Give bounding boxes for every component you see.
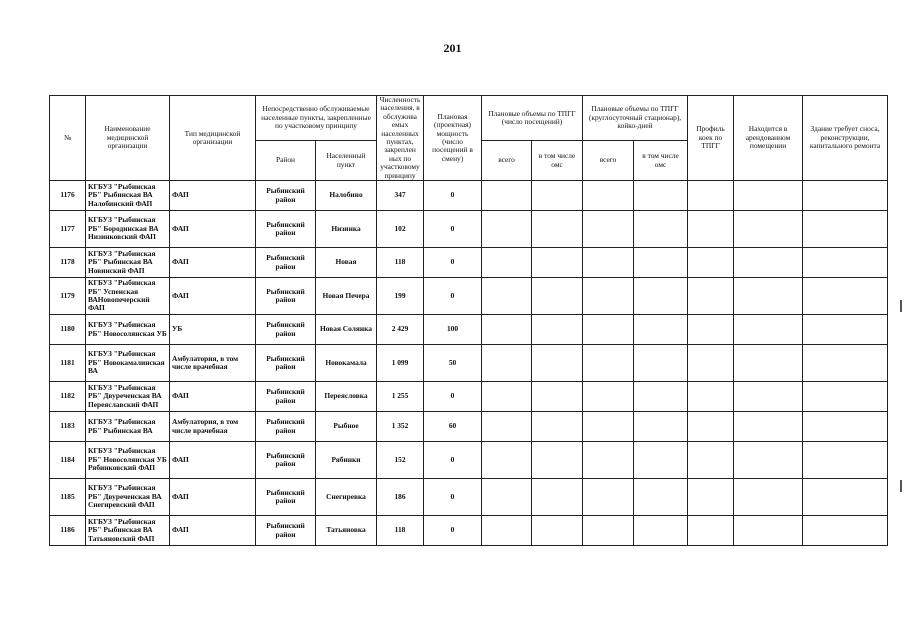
organization-type: ФАП xyxy=(170,181,256,211)
organization-type: ФАП xyxy=(170,479,256,516)
empty-cell xyxy=(688,248,734,278)
table-row xyxy=(50,181,888,211)
header-organization: Наименование медицинской организации xyxy=(86,96,170,181)
empty-cell xyxy=(583,345,634,382)
organization-name: КГБУЗ "Рыбинская РБ" Двуреченская ВА Переяславский ФАП xyxy=(86,382,170,412)
empty-cell xyxy=(532,479,583,516)
row-number: 1177 xyxy=(50,211,86,248)
capacity: 0 xyxy=(424,181,482,211)
table-row xyxy=(50,315,888,345)
header-rented: Находится в арендованном помещении xyxy=(734,96,803,181)
organization-name: КГБУЗ "Рыбинская РБ" Двуреченская ВА Снегиревский ФАП xyxy=(86,479,170,516)
empty-cell xyxy=(734,345,803,382)
empty-cell xyxy=(803,248,888,278)
settlement: Налобино xyxy=(316,181,377,211)
empty-cell xyxy=(532,211,583,248)
empty-cell xyxy=(482,382,532,412)
organization-name: КГБУЗ "Рыбинская РБ" Рыбинская ВА xyxy=(86,412,170,442)
capacity: 0 xyxy=(424,516,482,546)
empty-cell xyxy=(634,516,688,546)
empty-cell xyxy=(532,382,583,412)
empty-cell xyxy=(734,315,803,345)
empty-cell xyxy=(734,412,803,442)
empty-cell xyxy=(634,248,688,278)
empty-cell xyxy=(734,181,803,211)
settlement: Новая Печера xyxy=(316,278,377,315)
row-number: 1180 xyxy=(50,315,86,345)
empty-cell xyxy=(688,442,734,479)
empty-cell xyxy=(482,278,532,315)
empty-cell xyxy=(688,479,734,516)
organization-type: ФАП xyxy=(170,442,256,479)
empty-cell xyxy=(532,516,583,546)
header-settlement: Населенный пункт xyxy=(316,141,377,181)
table-row xyxy=(50,516,888,546)
empty-cell xyxy=(583,479,634,516)
row-number: 1182 xyxy=(50,382,86,412)
table-row xyxy=(50,345,888,382)
empty-cell xyxy=(734,211,803,248)
row-number: 1185 xyxy=(50,479,86,516)
empty-cell xyxy=(688,211,734,248)
header-beds-total: всего xyxy=(583,141,634,181)
row-number: 1181 xyxy=(50,345,86,382)
organization-name: КГБУЗ "Рыбинская РБ" Рыбинская ВА Новинский ФАП xyxy=(86,248,170,278)
empty-cell xyxy=(803,479,888,516)
population: 1 099 xyxy=(377,345,424,382)
population: 118 xyxy=(377,248,424,278)
table-row xyxy=(50,278,888,315)
empty-cell xyxy=(688,516,734,546)
table-row xyxy=(50,412,888,442)
row-number: 1179 xyxy=(50,278,86,315)
settlement: Новая Солянка xyxy=(316,315,377,345)
district: Рыбинский район xyxy=(256,479,316,516)
organization-type: ФАП xyxy=(170,248,256,278)
organization-name: КГБУЗ "Рыбинская РБ" Новокамалинская ВА xyxy=(86,345,170,382)
organization-type: Амбулатория, в том числе врачебная xyxy=(170,412,256,442)
district: Рыбинский район xyxy=(256,248,316,278)
organization-type: ФАП xyxy=(170,211,256,248)
district: Рыбинский район xyxy=(256,345,316,382)
empty-cell xyxy=(634,315,688,345)
empty-cell xyxy=(803,382,888,412)
district: Рыбинский район xyxy=(256,442,316,479)
empty-cell xyxy=(482,479,532,516)
empty-cell xyxy=(803,211,888,248)
settlement: Снегиревка xyxy=(316,479,377,516)
organization-name: КГБУЗ "Рыбинская РБ" Рыбинская ВА Налобинский ФАП xyxy=(86,181,170,211)
table-row xyxy=(50,479,888,516)
empty-cell xyxy=(583,382,634,412)
organization-name: КГБУЗ "Рыбинская РБ" Новосолянская УБ Рябинковский ФАП xyxy=(86,442,170,479)
organization-name: КГБУЗ "Рыбинская РБ" Новосолянская УБ xyxy=(86,315,170,345)
organization-type: ФАП xyxy=(170,278,256,315)
organization-type: ФАП xyxy=(170,516,256,546)
population: 186 xyxy=(377,479,424,516)
settlement: Переясловка xyxy=(316,382,377,412)
district: Рыбинский район xyxy=(256,382,316,412)
settlement: Новая xyxy=(316,248,377,278)
empty-cell xyxy=(583,516,634,546)
empty-cell xyxy=(583,181,634,211)
empty-cell xyxy=(532,248,583,278)
district: Рыбинский район xyxy=(256,181,316,211)
empty-cell xyxy=(532,442,583,479)
capacity: 100 xyxy=(424,315,482,345)
empty-cell xyxy=(583,211,634,248)
empty-cell xyxy=(734,248,803,278)
population: 1 255 xyxy=(377,382,424,412)
capacity: 0 xyxy=(424,479,482,516)
header-population: Численность населения, в обслужива емых населенных пунктах, закреплен ных по участковому принципу xyxy=(377,96,424,181)
empty-cell xyxy=(688,412,734,442)
organization-name: КГБУЗ "Рыбинская РБ" Рыбинская ВА Татьяновский ФАП xyxy=(86,516,170,546)
empty-cell xyxy=(688,382,734,412)
population: 2 429 xyxy=(377,315,424,345)
empty-cell xyxy=(634,211,688,248)
empty-cell xyxy=(803,315,888,345)
capacity: 0 xyxy=(424,442,482,479)
header-bed-profile: Профиль коек по ТПГГ xyxy=(688,96,734,181)
empty-cell xyxy=(803,345,888,382)
population: 347 xyxy=(377,181,424,211)
empty-cell xyxy=(482,442,532,479)
capacity: 0 xyxy=(424,211,482,248)
settlement: Рябинки xyxy=(316,442,377,479)
table-row xyxy=(50,211,888,248)
empty-cell xyxy=(532,278,583,315)
header-visits-total: всего xyxy=(482,141,532,181)
empty-cell xyxy=(634,442,688,479)
empty-cell xyxy=(634,345,688,382)
organization-type: ФАП xyxy=(170,382,256,412)
header-capacity: Плановая (проектная) мощность (число посещений в смену) xyxy=(424,96,482,181)
population: 199 xyxy=(377,278,424,315)
empty-cell xyxy=(634,479,688,516)
empty-cell xyxy=(803,181,888,211)
empty-cell xyxy=(532,181,583,211)
settlement: Низинка xyxy=(316,211,377,248)
header-no: № xyxy=(50,96,86,181)
scan-edge-mark xyxy=(900,480,902,492)
row-number: 1178 xyxy=(50,248,86,278)
header-planned-beds: Плановые объемы по ТПГГ (круглосуточный стационар), койко-дней xyxy=(583,96,688,141)
organization-name: КГБУЗ "Рыбинская РБ" Успенская ВАНовопечерский ФАП xyxy=(86,278,170,315)
capacity: 0 xyxy=(424,248,482,278)
empty-cell xyxy=(734,278,803,315)
settlement: Татьяновка xyxy=(316,516,377,546)
organization-type: Амбулатория, в том числе врачебная xyxy=(170,345,256,382)
empty-cell xyxy=(583,248,634,278)
empty-cell xyxy=(634,278,688,315)
empty-cell xyxy=(803,278,888,315)
district: Рыбинский район xyxy=(256,278,316,315)
empty-cell xyxy=(634,412,688,442)
capacity: 0 xyxy=(424,382,482,412)
settlement: Новокамала xyxy=(316,345,377,382)
empty-cell xyxy=(734,516,803,546)
empty-cell xyxy=(532,345,583,382)
empty-cell xyxy=(688,181,734,211)
empty-cell xyxy=(482,181,532,211)
capacity: 60 xyxy=(424,412,482,442)
empty-cell xyxy=(734,479,803,516)
district: Рыбинский район xyxy=(256,516,316,546)
district: Рыбинский район xyxy=(256,211,316,248)
empty-cell xyxy=(583,442,634,479)
population: 1 352 xyxy=(377,412,424,442)
table-row xyxy=(50,442,888,479)
header-organization-type: Тип медицинской организации xyxy=(170,96,256,181)
empty-cell xyxy=(734,382,803,412)
population: 102 xyxy=(377,211,424,248)
empty-cell xyxy=(688,315,734,345)
empty-cell xyxy=(482,248,532,278)
empty-cell xyxy=(532,315,583,345)
empty-cell xyxy=(482,412,532,442)
empty-cell xyxy=(583,412,634,442)
header-district: Район xyxy=(256,141,316,181)
header-visits-oms: в том числе омс xyxy=(532,141,583,181)
header-planned-visits: Плановые объемы по ТПГГ (число посещений) xyxy=(482,96,583,141)
empty-cell xyxy=(634,382,688,412)
row-number: 1184 xyxy=(50,442,86,479)
row-number: 1183 xyxy=(50,412,86,442)
header-beds-oms: в том числе омс xyxy=(634,141,688,181)
table-row xyxy=(50,382,888,412)
empty-cell xyxy=(482,211,532,248)
empty-cell xyxy=(583,315,634,345)
settlement: Рыбное xyxy=(316,412,377,442)
population: 152 xyxy=(377,442,424,479)
district: Рыбинский район xyxy=(256,412,316,442)
empty-cell xyxy=(803,442,888,479)
empty-cell xyxy=(803,516,888,546)
capacity: 50 xyxy=(424,345,482,382)
population: 118 xyxy=(377,516,424,546)
scan-edge-mark xyxy=(900,300,902,312)
empty-cell xyxy=(482,315,532,345)
empty-cell xyxy=(803,412,888,442)
empty-cell xyxy=(482,345,532,382)
header-attached-settlements: Непосредственно обслуживаемые населенные пункты, закрепленные по участковому принципу xyxy=(256,96,377,141)
medical-organizations-table xyxy=(49,95,888,546)
table-row xyxy=(50,248,888,278)
page-number: 201 xyxy=(443,41,462,55)
empty-cell xyxy=(634,181,688,211)
empty-cell xyxy=(532,412,583,442)
organization-name: КГБУЗ "Рыбинская РБ" Бородинская ВА Низинковский ФАП xyxy=(86,211,170,248)
header-repair: Здание требует сноса, реконструкции, капитального ремонта xyxy=(803,96,888,181)
district: Рыбинский район xyxy=(256,315,316,345)
empty-cell xyxy=(482,516,532,546)
empty-cell xyxy=(688,278,734,315)
empty-cell xyxy=(583,278,634,315)
empty-cell xyxy=(734,442,803,479)
empty-cell xyxy=(688,345,734,382)
row-number: 1176 xyxy=(50,181,86,211)
capacity: 0 xyxy=(424,278,482,315)
organization-type: УБ xyxy=(170,315,256,345)
row-number: 1186 xyxy=(50,516,86,546)
